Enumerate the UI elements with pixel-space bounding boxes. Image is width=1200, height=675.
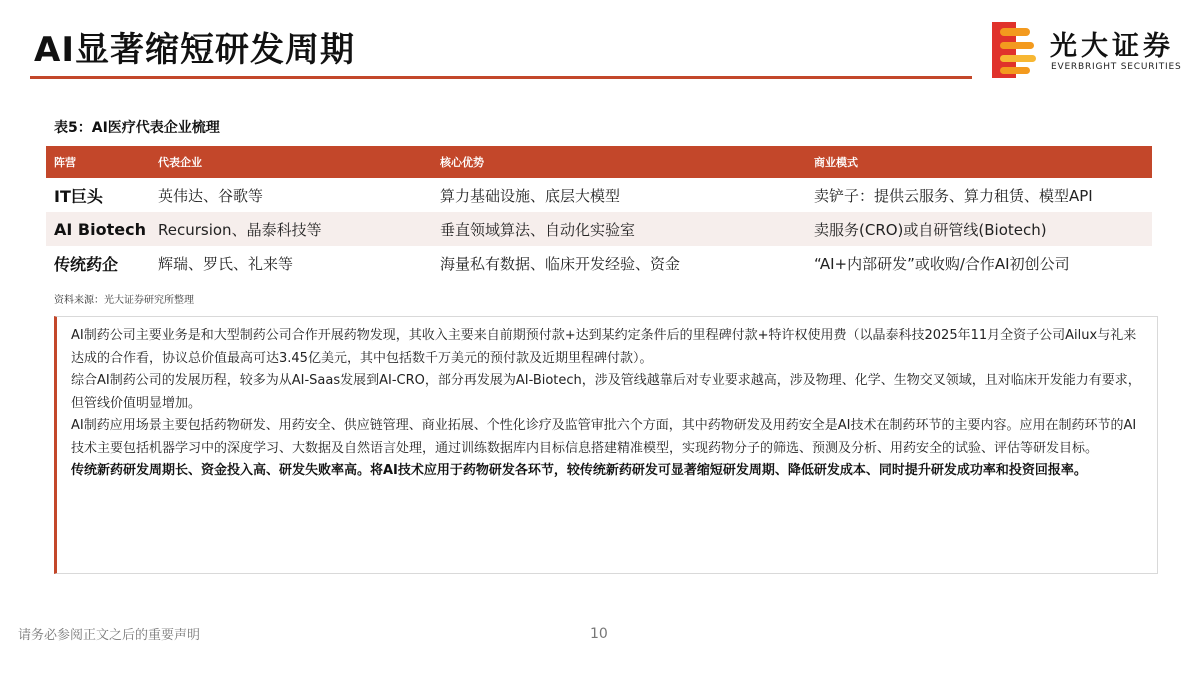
header-companies: 代表企业 [150,146,432,178]
cell-core-advantage: 海量私有数据、临床开发经验、资金 [440,254,681,273]
cell-business-model: “AI+内部研发”或收购/合作AI初创公司 [814,254,1070,273]
title-divider [30,76,972,79]
summary-paragraph: 综合AI制药公司的发展历程，较多为从AI-Saas发展到AI-CRO，部分再发展为AI-Biotech，涉及管线越靠后对专业要求越高，涉及物理、化学、生物交叉领域，且对临床开发能力有要求，但管线价值明显增加。 [71,373,1141,411]
logo-name: 光大证券 [1050,31,1174,62]
table-source: 资料来源：光大证券研究所整理 [54,295,194,306]
page-number: 10 [590,626,608,642]
header-business-model: 商业模式 [806,146,1152,178]
everbright-logo-icon [992,22,1038,78]
cell-core-advantage: 垂直领域算法、自动化实验室 [432,212,806,246]
footer-disclaimer: 请务必参阅正文之后的重要声明 [18,628,201,643]
cell-core-advantage: 算力基础设施、底层大模型 [440,186,621,205]
table-row [46,212,1152,246]
ai-medical-companies-table [46,146,1152,280]
page-title: AI显著缩短研发周期 [34,30,355,70]
cell-business-model: 卖服务(CRO)或自研管线(Biotech) [806,212,1152,246]
brand-logo [992,22,1182,80]
cell-camp: 传统药企 [54,254,119,274]
header-core-advantage: 核心优势 [432,146,806,178]
summary-box [54,316,1158,574]
cell-camp: AI Biotech [46,212,150,246]
summary-paragraph: AI制药公司主要业务是和大型制药公司合作开展药物发现，其收入主要来自前期预付款+达到某约定条件后的里程碑付款+特许权使用费（以晶泰科技2025年11月全资子公司Ailux与礼来达成的合作看，协议总价值最高可达3.45亿美元，其中包括数千万美元的预付款及近期里程碑付款）。 [71,328,1137,366]
cell-companies: Recursion、晶泰科技等 [150,212,432,246]
table-row [46,178,1152,212]
cell-business-model: 卖铲子：提供云服务、算力租赁、模型API [814,186,1093,205]
cell-companies: 辉瑞、罗氏、礼来等 [158,254,294,273]
cell-camp: IT巨头 [54,186,103,206]
summary-paragraph: AI制药应用场景主要包括药物研发、用药安全、供应链管理、商业拓展、个性化诊疗及监管审批六个方面，其中药物研发及用药安全是AI技术在制药环节的主要内容。应用在制药环节的AI技术主要包括机器学习中的深度学习、大数据及自然语言处理，通过训练数据库内目标信息搭建精准模型，实现药物分子的筛选、预测及分析、用药安全的试验、评估等研发目标。 [71,418,1137,456]
summary-conclusion: 传统新药研发周期长、资金投入高、研发失败率高。将AI技术应用于药物研发各环节，较传统新药研发可显著缩短研发周期、降低研发成本、同时提升研发成功率和投资回报率。 [71,463,1087,478]
logo-subtitle: EVERBRIGHT SECURITIES [1051,62,1182,72]
header-camp: 阵营 [46,146,150,178]
table-header-row [46,146,1152,178]
cell-companies: 英伟达、谷歌等 [158,186,264,205]
table-row [46,246,1152,280]
table-caption: 表5：AI医疗代表企业梳理 [54,120,220,136]
